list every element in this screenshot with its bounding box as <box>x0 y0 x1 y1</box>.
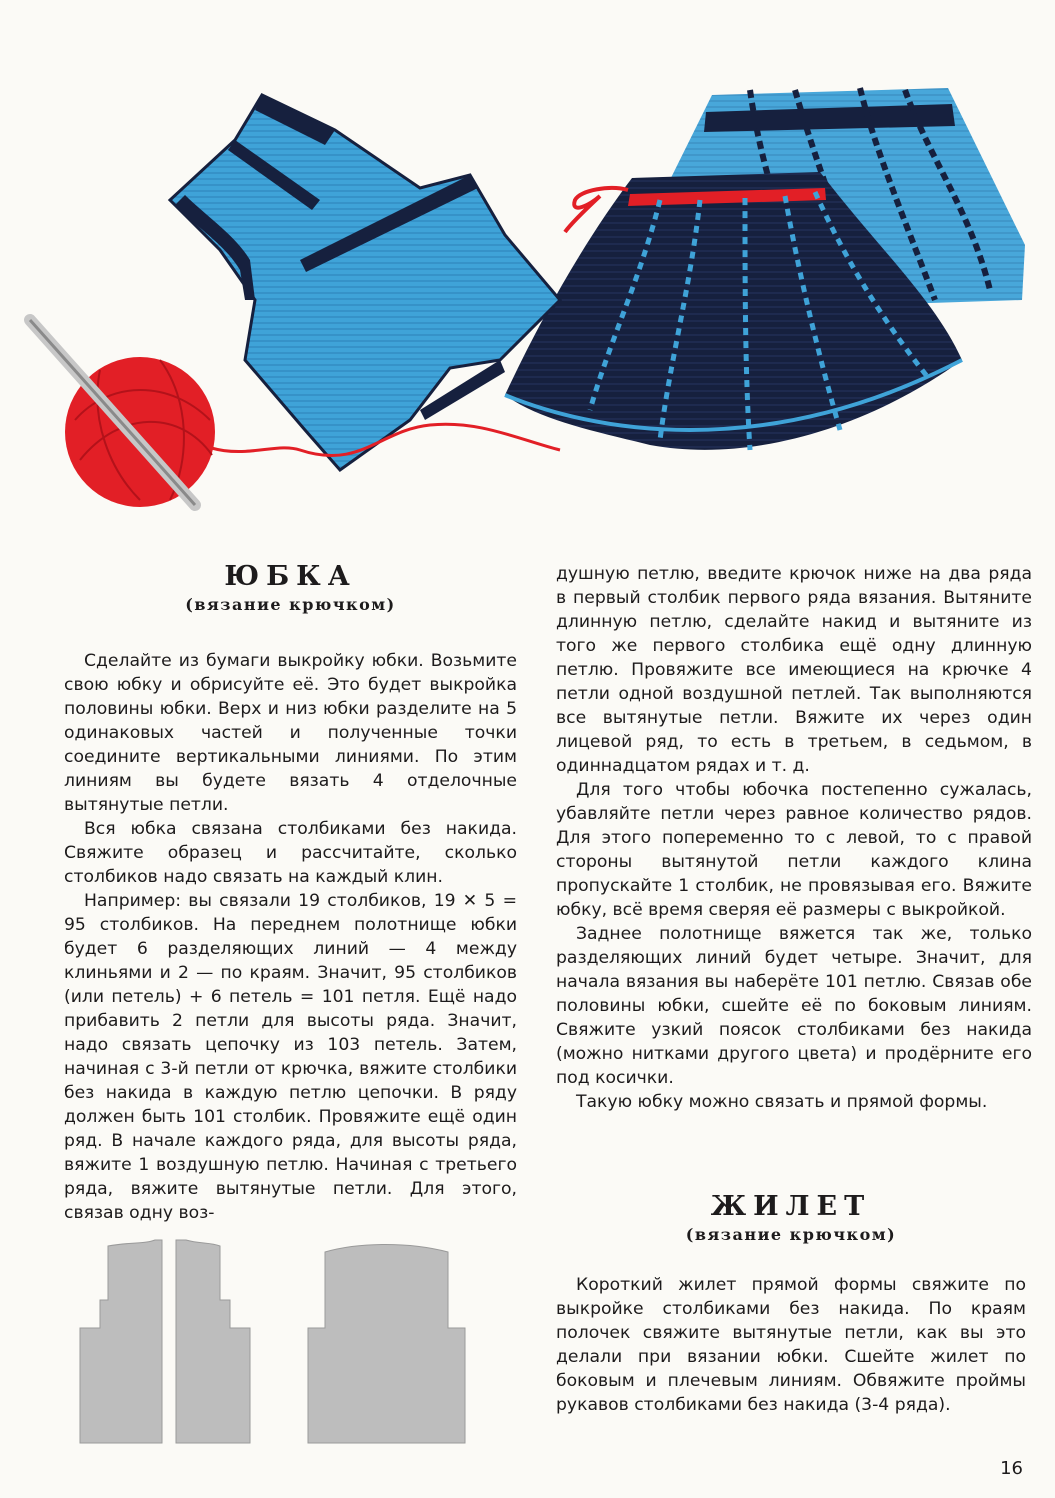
skirt-subtitle: (вязание крючком) <box>185 595 396 614</box>
skirt-paragraph: Для того чтобы юбочка постепенно сужалась, убавляйте петли через равное количество рядов. Для этого попеременно то с левой, то с правой стороны вытянутой петли каждого клина пропускайте 1 столбик, не провязывая его. Вяжите юбку, всё время сверяя её размеры с выкройкой. <box>556 780 1032 920</box>
front-right-pattern <box>176 1240 250 1443</box>
page-number: 16 <box>1000 1458 1023 1479</box>
skirt-title: ЮБКА <box>224 561 357 592</box>
vest-paragraph: Короткий жилет прямой формы свяжите по выкройке столбиками без накида. По краям полочек свяжите вытянутые петли, как вы это делали при вязании юбки. Сшейте жилет по боковым и плечевым линиям. Обвяжите проймы рукавов столбиками без накида (3-4 ряда). <box>556 1275 1026 1415</box>
skirt-paragraph: Вся юбка связана столбиками без накида. Свяжите образец и рассчитайте, сколько столбиков надо связать на каждый клин. <box>64 819 517 887</box>
skirt-paragraph: Сделайте из бумаги выкройку юбки. Возьмите свою юбку и обрисуйте её. Это будет выкройка половины юбки. Верх и низ юбки разделите на 5 одинаковых частей и полученные точки соедините вертикальными линиями. По этим линиям вы будете вязать 4 отделочные вытянутые петли. <box>64 651 517 815</box>
skirt-paragraph: Например: вы связали 19 столбиков, 19 ✕ 5 = 95 столбиков. На переднем полотнище юбки будет 6 разделяющих линий — 4 между клиньями и 2 — по краям. Значит, 95 столбиков (или петель) + 6 петель = 101 петля. Ещё надо прибавить 2 петли для высоты ряда. Значит, надо связать цепочку из 103 петель. Затем, начиная с 3-й петли от крючка, вяжите столбики без накида в каждую петлю цепочки. В ряду должен быть 101 столбик. Провяжите ещё один ряд. В начале каждого ряда, для высоты ряда, вяжите 1 воздушную петлю. Начиная с третьего ряда, вяжите вытянутые петли. Для этого, связав одну воз- <box>64 891 517 1223</box>
vest-section <box>556 1191 1026 1417</box>
vest-subtitle: (вязание крючком) <box>685 1225 897 1244</box>
skirt-paragraph: душную петлю, введите крючок ниже на два ряда в первый столбик первого ряда вязания. Вытяните длинную петлю, сделайте накид и вытяните из того же первого столбика ещё одну длинную петлю. Провяжите все имеющиеся на крючке 4 петли одной воздушной петлей. Так выполняются все вытянутые петли. Вяжите их через один лицевой ряд, то есть в третьем, в седьмом, в одиннадцатом рядах и т. д. <box>556 564 1032 776</box>
back-pattern <box>308 1245 465 1444</box>
vest-pattern-pieces <box>70 1238 490 1448</box>
front-left-pattern <box>80 1240 162 1443</box>
skirt-section <box>64 561 517 1225</box>
vest-title: ЖИЛЕТ <box>710 1191 872 1222</box>
blue-vest-image <box>170 95 560 470</box>
skirt-paragraph: Заднее полотнище вяжется так же, только разделяющих линий будет четыре. Значит, для начала вязания вы наберёте 101 петлю. Связав обе половины юбки, сшейте её по боковым линиям. Свяжите узкий поясок столбиками без накида (можно нитками другого цвета) и продёрните его под косички. <box>556 924 1032 1088</box>
knitting-illustration <box>0 0 1055 545</box>
skirt-continuation <box>556 562 1032 1114</box>
skirt-paragraph: Такую юбку можно связать и прямой формы. <box>576 1092 988 1112</box>
